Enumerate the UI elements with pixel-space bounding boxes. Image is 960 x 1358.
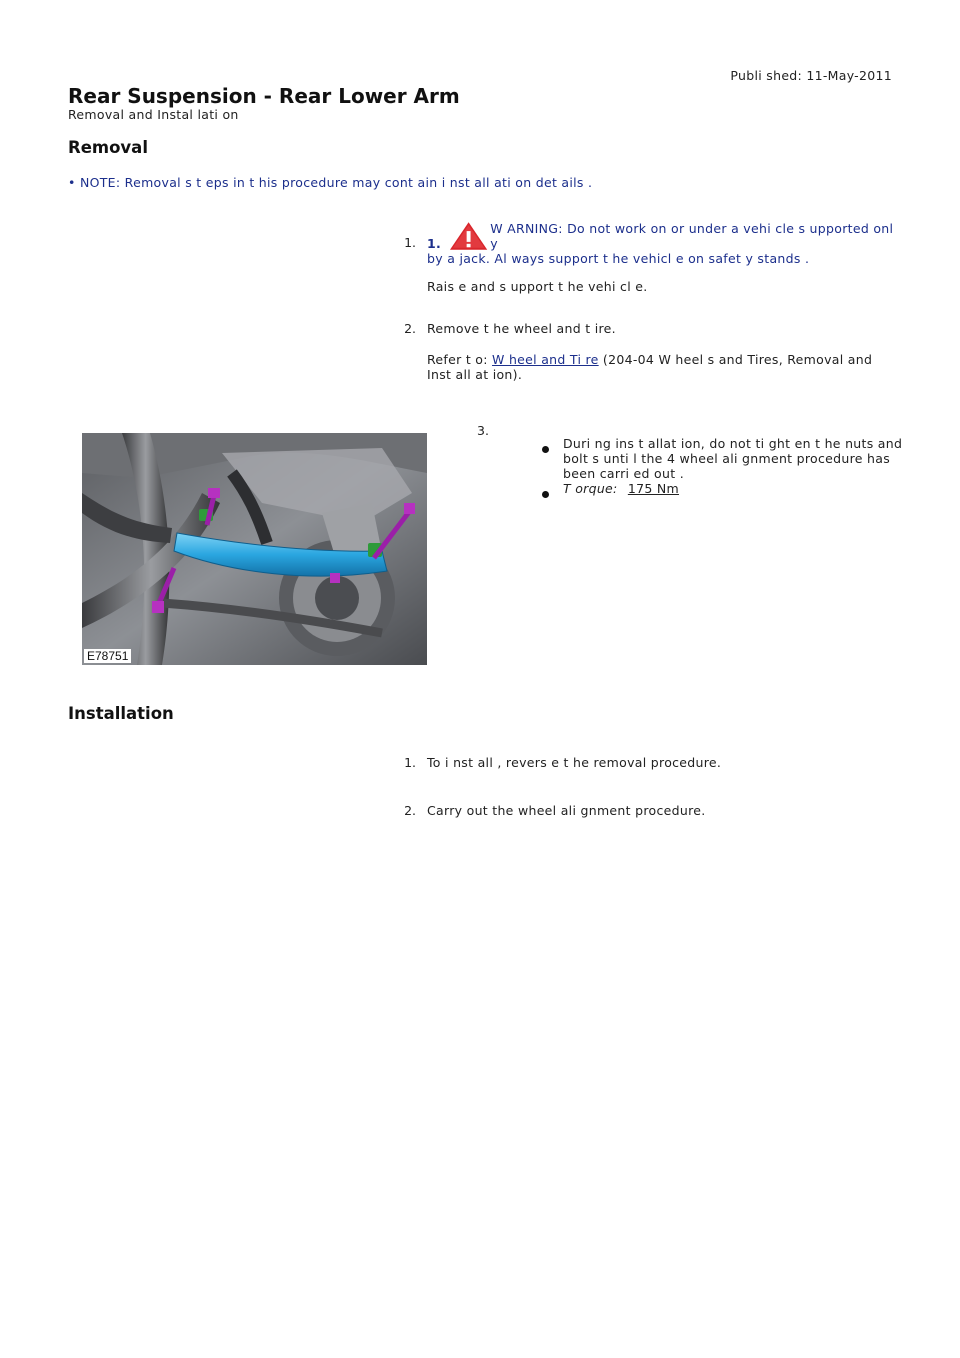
torque-label: T orque: — [563, 481, 618, 496]
step-number: 1. — [404, 755, 416, 770]
bullet-text: bolt s unti l the 4 wheel ali gnment procedure has — [563, 451, 891, 466]
removal-heading: Removal — [68, 138, 148, 157]
reference-line — [427, 352, 897, 367]
step-1-content — [427, 221, 897, 294]
page-subtitle: Removal and Instal lati on — [68, 107, 239, 122]
bullet-item — [563, 436, 903, 481]
bullet-dot — [542, 483, 549, 502]
step-text: To i nst all , revers e t he removal procedure. — [427, 755, 722, 770]
step-2-content — [427, 321, 897, 382]
reference-suffix-line-2: Inst all at ion). — [427, 367, 523, 382]
step-text: Rais e and s upport t he vehi cl e. — [427, 279, 648, 294]
bullet-text: been carri ed out . — [563, 466, 684, 481]
torque-spec — [563, 481, 679, 496]
step-number: 3. — [477, 423, 489, 438]
warning-text: W ARNING: Do not work on or under a vehi cle s upported onl y — [490, 221, 894, 251]
reference-prefix: Refer t o: — [427, 352, 493, 367]
bullet-dot — [542, 438, 549, 457]
page-title: Rear Suspension - Rear Lower Arm — [68, 84, 460, 108]
lower-arm-illustration — [82, 433, 427, 665]
reference-suffix: (204-04 W heel s and Tires, Removal and — [598, 352, 873, 367]
warning-triangle-icon — [449, 221, 488, 251]
step-number: 2. — [404, 321, 416, 336]
step-number: 1. — [404, 235, 416, 250]
step-text: Carry out the wheel ali gnment procedure. — [427, 803, 706, 818]
wheel-and-tire-link[interactable]: W heel and Ti re — [492, 352, 599, 367]
torque-value: 175 Nm — [627, 481, 680, 496]
step-text: Remove t he wheel and t ire. — [427, 321, 616, 336]
bullet-text: Duri ng ins t allat ion, do not ti ght en t he nuts and — [563, 436, 903, 451]
figure-label: E78751 — [84, 649, 131, 663]
installation-heading: Installation — [68, 704, 174, 723]
warning-text-line-2: by a jack. Al ways support t he vehicl e on safet y stands . — [427, 251, 810, 266]
step-number: 2. — [404, 803, 416, 818]
note-text: • NOTE: Removal s t eps in t his procedure may cont ain i nst all ati on det ails . — [68, 175, 593, 190]
step-label: 1. — [427, 236, 442, 251]
published-date: Publi shed: 11-May-2011 — [730, 68, 892, 83]
suspension-diagram-image — [82, 433, 427, 665]
